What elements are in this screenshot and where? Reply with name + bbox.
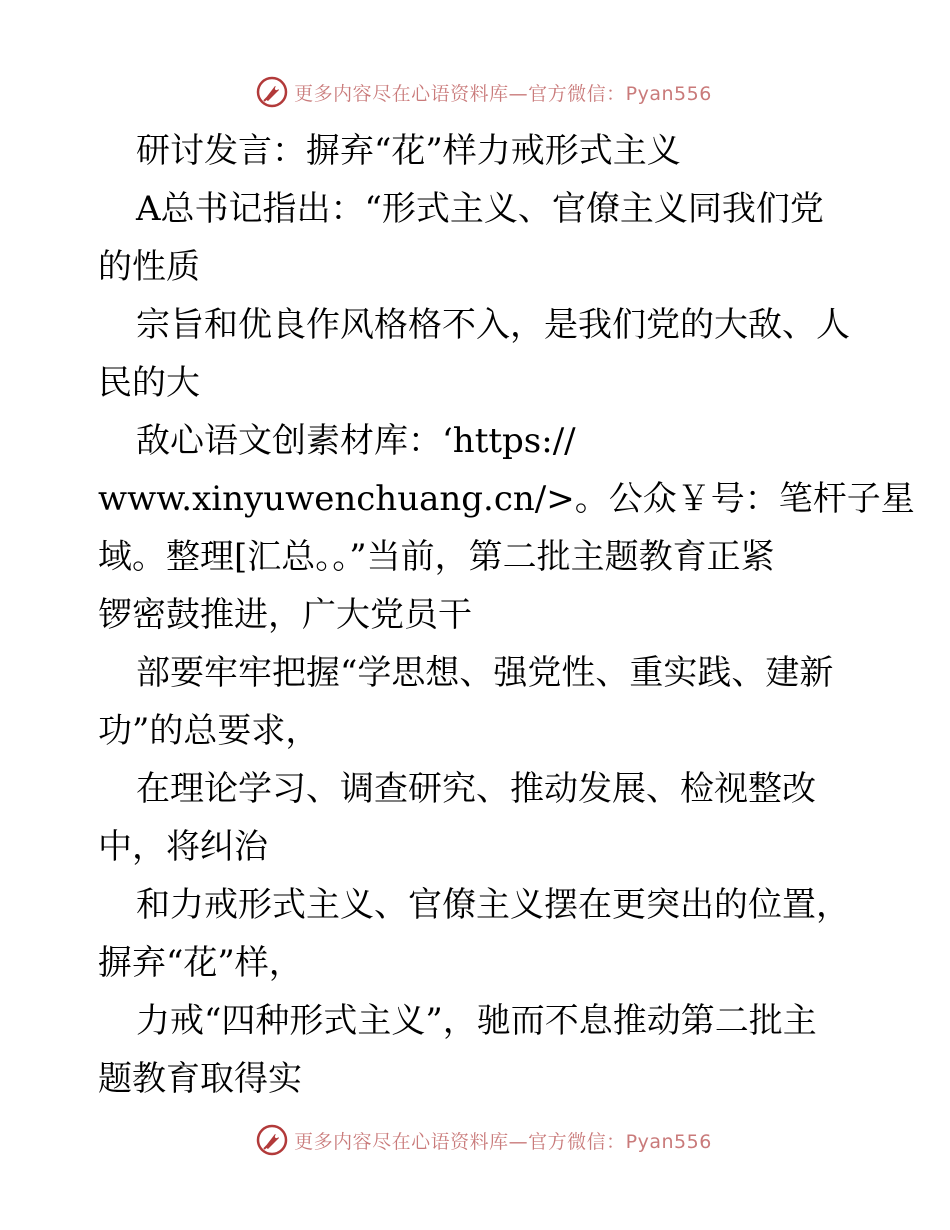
- paragraph-line: 锣密鼓推进，广大党员干: [98, 595, 472, 635]
- document-title: 研讨发言：摒弃“花”样力戒形式主义: [136, 131, 681, 171]
- paragraph-line: 的性质: [98, 247, 200, 287]
- paragraph-line: www.xinyuwenchuang.cn/>。公众￥号：笔杆子星: [98, 479, 915, 519]
- paragraph-line: 民的大: [98, 363, 200, 403]
- paragraph-line: A总书记指出：“形式主义、官僚主义同我们党: [136, 189, 824, 229]
- paragraph-line: 域。整理[汇总。。”当前，第二批主题教育正紧: [98, 537, 775, 577]
- paragraph-line: 在理论学习、调查研究、推动发展、检视整改: [136, 769, 816, 809]
- paragraph-line: 部要牢牢把握“学思想、强党性、重实践、建新: [136, 653, 834, 693]
- watermark-text: 更多内容尽在心语资料库—官方微信：Pyan556: [294, 1130, 712, 1153]
- paragraph-line: 力戒“四种形式主义”，驰而不息推动第二批主: [136, 1001, 817, 1041]
- document-body: [98, 122, 915, 1108]
- pen-nib-logo-icon: [256, 76, 288, 108]
- paragraph-line: 摒弃“花”样，: [98, 943, 303, 983]
- paragraph-line: 宗旨和优良作风格格不入，是我们党的大敌、人: [136, 305, 850, 345]
- footer-watermark-banner: [0, 1120, 950, 1160]
- paragraph-line: 中，将纠治: [98, 827, 268, 867]
- paragraph-line: 和力戒形式主义、官僚主义摆在更突出的位置，: [136, 885, 850, 925]
- pen-nib-logo-icon: [256, 1124, 288, 1156]
- paragraph-line: 题教育取得实: [98, 1059, 302, 1099]
- paragraph-line: 敌心语文创素材库：‘https://: [136, 421, 576, 461]
- watermark-text: 更多内容尽在心语资料库—官方微信：Pyan556: [294, 82, 712, 105]
- paragraph-line: 功”的总要求，: [98, 711, 320, 751]
- header-watermark-banner: [0, 72, 950, 112]
